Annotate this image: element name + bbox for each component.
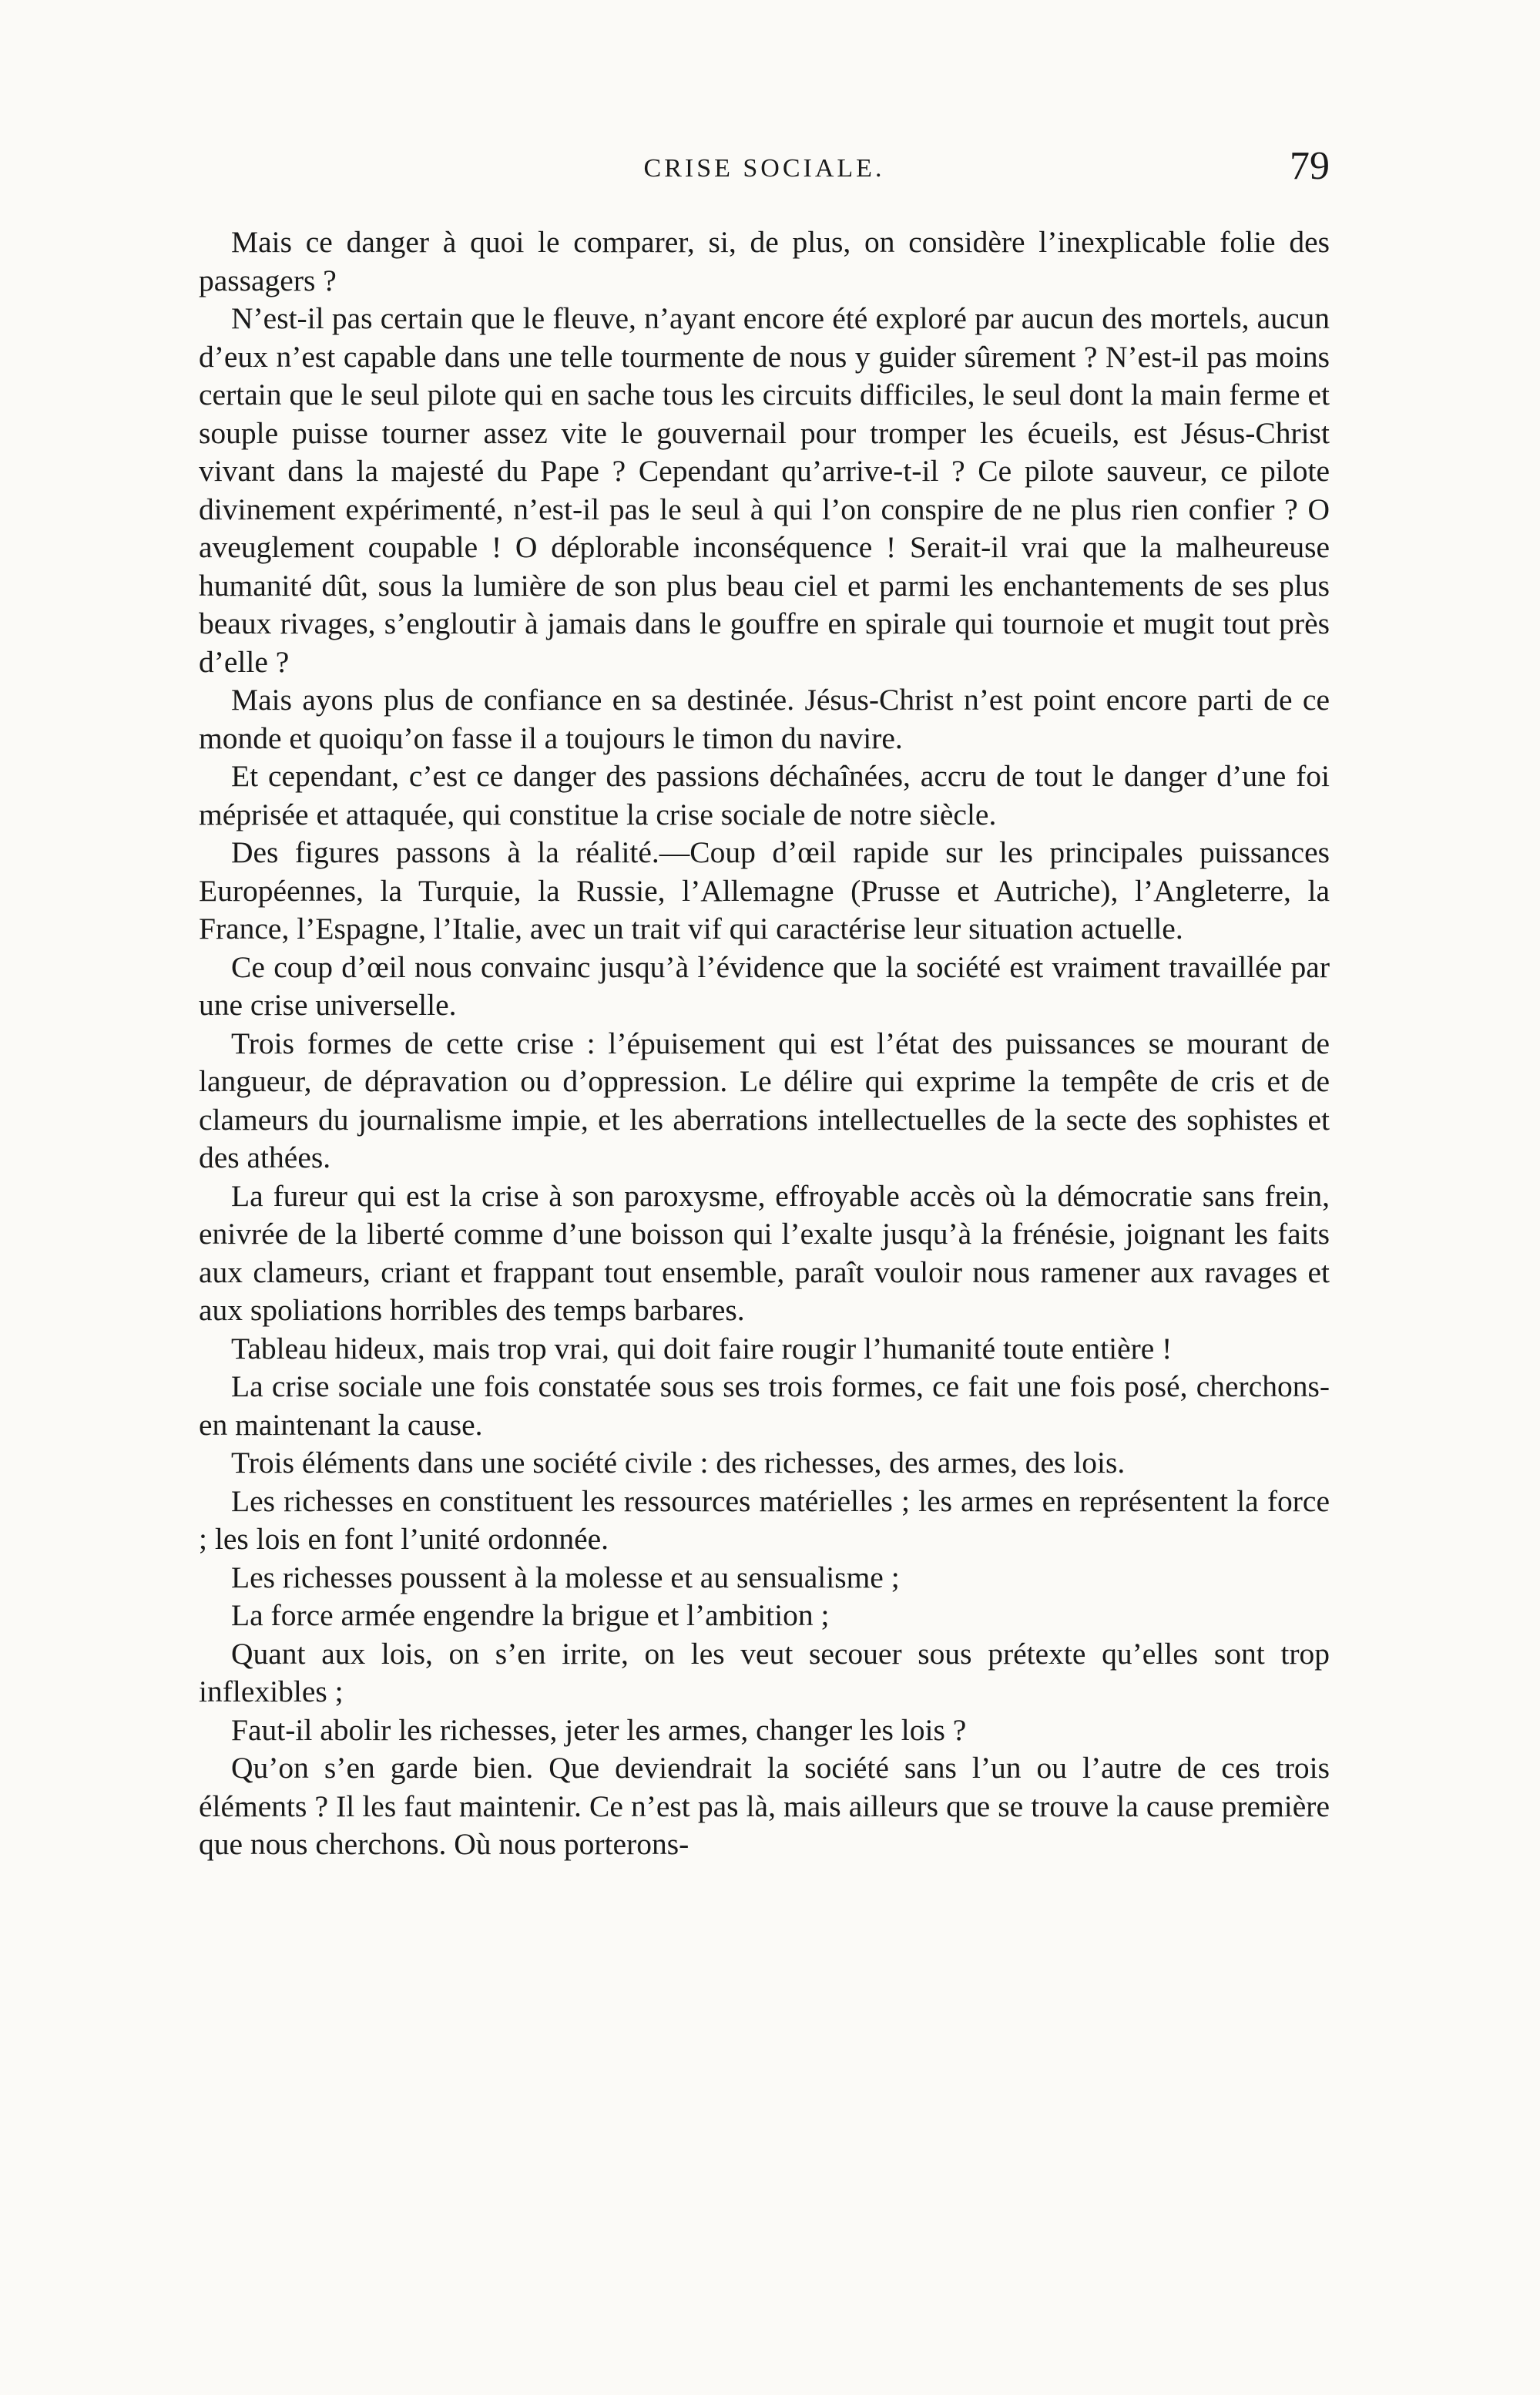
paragraph: Trois éléments dans une société civile : des richesses, des armes, des lois. bbox=[231, 1446, 1126, 1480]
paragraph: Qu’on s’en garde bien. Que deviendrait la société sans l’un ou l’autre de ces trois éléments ? Il les faut maintenir. Ce n’est pas là, mais ailleurs que se trouve la cause première que nous cherchons. Où nous porterons- bbox=[199, 1751, 1330, 1861]
paragraph: Mais ayons plus de confiance en sa destinée. Jésus-Christ n’est point encore parti de ce monde et quoiqu’on fasse il a toujours le timon du navire. bbox=[199, 683, 1330, 755]
paragraph: Les richesses en constituent les ressources matérielles ; les armes en représentent la force ; les lois en font l’unité ordonnée. bbox=[199, 1483, 1330, 1556]
paragraph: Les richesses poussent à la molesse et au sensualisme ; bbox=[231, 1560, 900, 1594]
paragraph: Quant aux lois, on s’en irrite, on les veut secouer sous prétexte qu’elles sont trop inflexibles ; bbox=[199, 1636, 1330, 1708]
running-title: CRISE SOCIALE. bbox=[643, 154, 885, 183]
paragraph: Et cependant, c’est ce danger des passions déchaînées, accru de tout le danger d’une foi méprisée et attaquée, qui constitue la crise sociale de notre siècle. bbox=[199, 759, 1330, 831]
paragraph: Mais ce danger à quoi le comparer, si, de plus, on considère l’inexplicable folie des passagers ? bbox=[199, 225, 1330, 297]
paragraph: Faut-il abolir les richesses, jeter les armes, changer les lois ? bbox=[231, 1712, 967, 1747]
paragraph: Trois formes de cette crise : l’épuisement qui est l’état des puissances se mourant de langueur, de dépravation ou d’oppression. Le délire qui exprime la tempête de cris et de clameurs du journalisme impie, et les aberrations intellectuelles de la secte des sophistes et des athées. bbox=[199, 1026, 1330, 1174]
paragraph: La crise sociale une fois constatée sous ses trois formes, ce fait une fois posé, cherchons-en maintenant la cause. bbox=[199, 1369, 1330, 1442]
paragraph: Ce coup d’œil nous convainc jusqu’à l’évidence que la société est vraiment travaillée par une crise universelle. bbox=[199, 949, 1330, 1022]
paragraph: N’est-il pas certain que le fleuve, n’ayant encore été exploré par aucun des mortels, aucun d’eux n’est capable dans une telle tourmente de nous y guider sûrement ? N’est-il pas moins certain que le seul pilote qui en sache tous les circuits difficiles, le seul dont la main ferme et souple puisse tourner assez vite le gouvernail pour tromper les écueils, est Jésus-Christ vivant dans la majesté du Pape ? Cependant qu’arrive-t-il ? Ce pilote sauveur, ce pilote divinement expérimenté, n’est-il pas le seul à qui l’on conspire de ne plus rien confier ? O aveuglement coupable ! O déplorable inconséquence ! Serait-il vrai que la malheureuse humanité dût, sous la lumière de son plus beau ciel et parmi les enchantements de ses plus beaux rivages, s’engloutir à jamais dans le gouffre en spirale qui tournoie et mugit tout près d’elle ? bbox=[199, 301, 1330, 679]
body-text bbox=[199, 223, 1330, 1864]
paragraph: Tableau hideux, mais trop vrai, qui doit faire rougir l’humanité toute entière ! bbox=[231, 1331, 1173, 1365]
paragraph: La fureur qui est la crise à son paroxysme, effroyable accès où la démocratie sans frein, enivrée de la liberté comme d’une boisson qui l’exalte jusqu’à la frénésie, joignant les faits aux clameurs, criant et frappant tout ensemble, paraît vouloir nous ramener aux ravages et aux spoliations horribles des temps barbares. bbox=[199, 1178, 1330, 1327]
page-header bbox=[199, 139, 1330, 200]
paragraph: Des figures passons à la réalité.—Coup d’œil rapide sur les principales puissances Européennes, la Turquie, la Russie, l’Allemagne (Prusse et Autriche), l’Angleterre, la France, l’Espagne, l’Italie, avec un trait vif qui caractérise leur situation actuelle. bbox=[199, 835, 1330, 946]
page-number: 79 bbox=[1290, 144, 1330, 188]
paragraph: La force armée engendre la brigue et l’ambition ; bbox=[231, 1598, 830, 1632]
